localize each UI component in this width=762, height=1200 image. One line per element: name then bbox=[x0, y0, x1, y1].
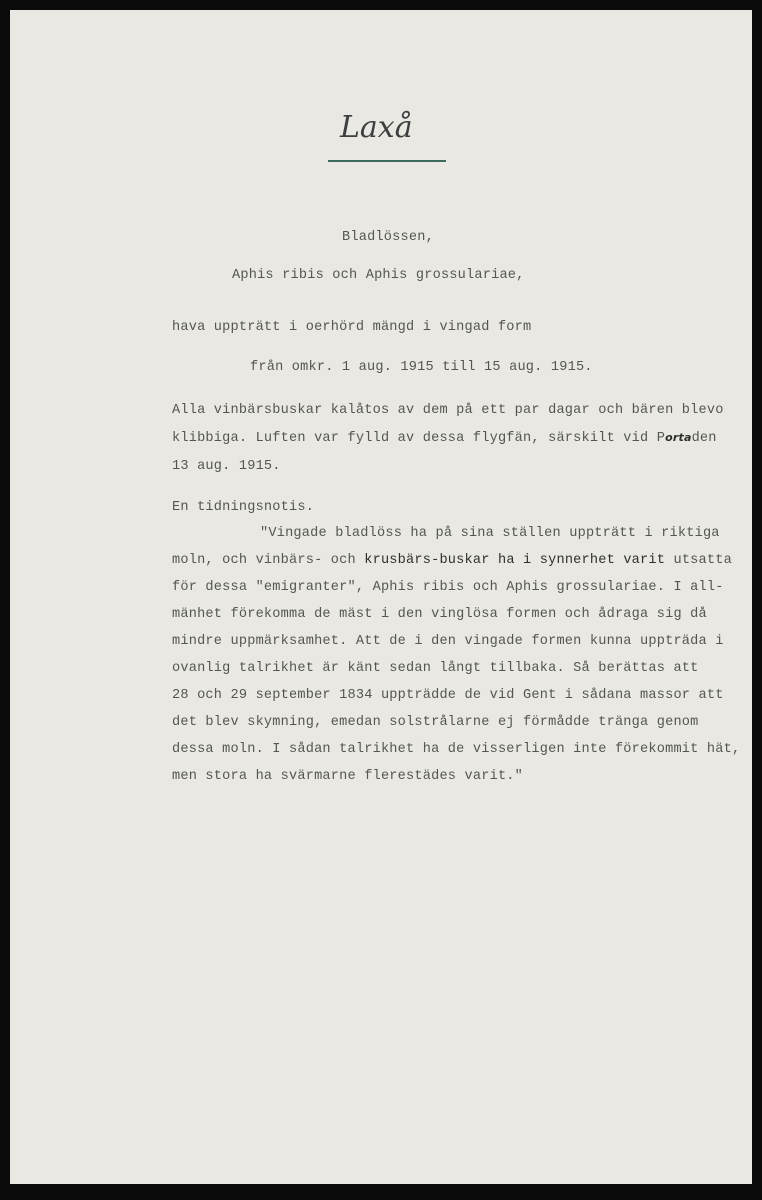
heading-occurrence: hava uppträtt i oerhörd mängd i vingad form bbox=[172, 320, 532, 335]
quote-line2 bbox=[172, 553, 732, 568]
quote-line7: 28 och 29 september 1834 uppträdde de vid Gent i sådana massor att bbox=[172, 688, 724, 703]
quote-line10: men stora ha svärmarne flerestädes varit." bbox=[172, 769, 524, 784]
quote-line5: mindre uppmärksamhet. Att de i den vingade formen kunna uppträda i bbox=[172, 634, 724, 649]
para1-line3: 13 aug. 1915. bbox=[172, 459, 281, 474]
quote-line2-b: utsatta bbox=[665, 553, 732, 568]
handwritten-correction: orta bbox=[665, 431, 692, 444]
para1-line1: Alla vinbärsbuskar kalåtos av dem på ett par dagar och bären blevo bbox=[172, 403, 724, 418]
quote-line2-a: moln, och vinbärs- och bbox=[172, 553, 365, 568]
notice-label: En tidningsnotis. bbox=[172, 500, 315, 515]
quote-line8: det blev skymning, emedan solstrålarne ej förmådde tränga genom bbox=[172, 715, 699, 730]
quote-line2-dark: krusbärs-buskar ha i synnerhet varit bbox=[364, 553, 666, 568]
quote-line4: mänhet förekomma de mäst i den vinglösa formen och ådraga sig då bbox=[172, 607, 707, 622]
handwritten-title: Laxå bbox=[340, 110, 413, 145]
para1-line2-text: klibbiga. Luften var fylld av dessa flygfän, särskilt vid P bbox=[172, 431, 666, 446]
quote-line1: "Vingade bladlöss ha på sina ställen uppträtt i riktiga bbox=[260, 526, 720, 541]
title-underline bbox=[328, 160, 446, 162]
para1-line2 bbox=[172, 431, 717, 446]
quote-line3: för dessa "emigranter", Aphis ribis och Aphis grossulariae. I all- bbox=[172, 580, 724, 595]
quote-line9: dessa moln. I sådan talrikhet ha de visserligen inte förekommit hät, bbox=[172, 742, 741, 757]
heading-period: från omkr. 1 aug. 1915 till 15 aug. 1915. bbox=[250, 360, 593, 375]
quote-line6: ovanlig talrikhet är känt sedan långt tillbaka. Så berättas att bbox=[172, 661, 699, 676]
para1-line2-end: den bbox=[691, 431, 717, 446]
heading-bladlossen: Bladlössen, bbox=[342, 230, 434, 245]
heading-species: Aphis ribis och Aphis grossulariae, bbox=[232, 268, 525, 283]
document-page bbox=[10, 10, 752, 1184]
